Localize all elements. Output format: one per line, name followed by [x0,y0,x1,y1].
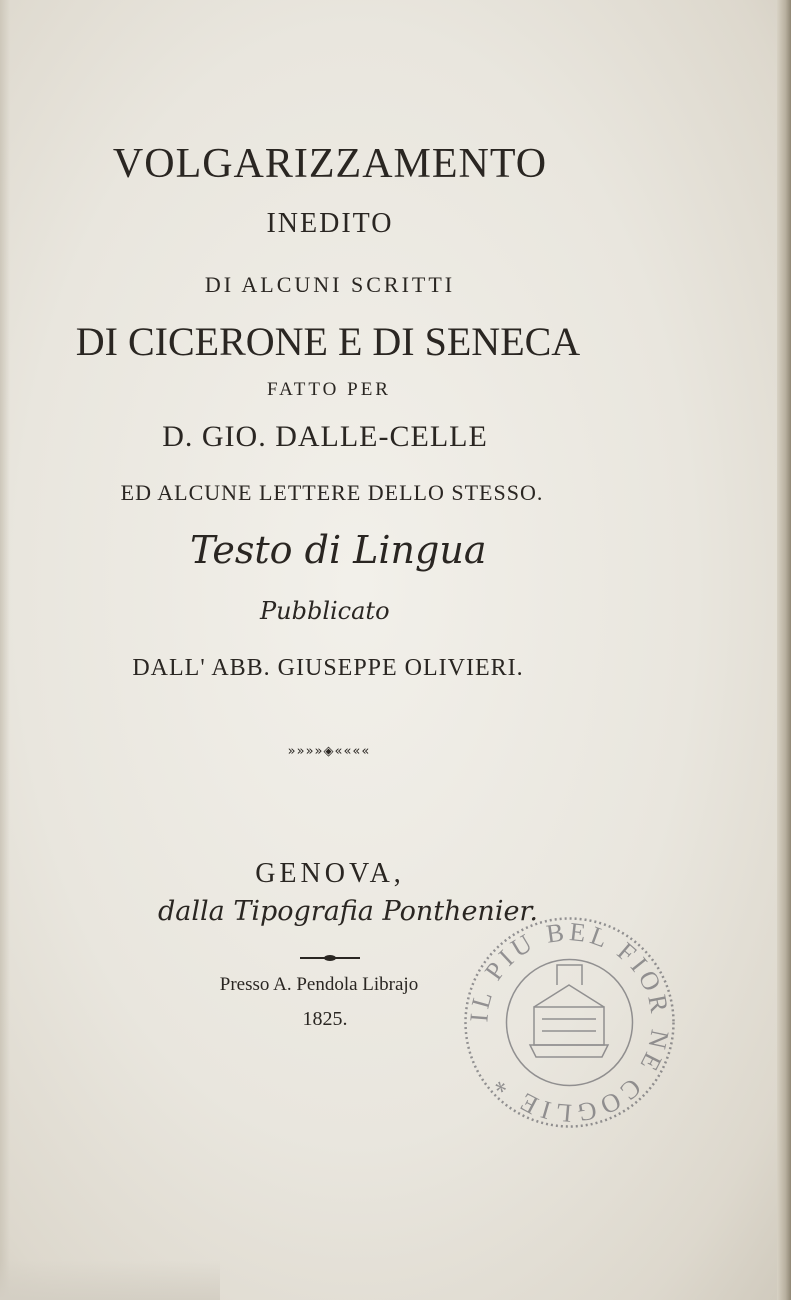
imprint-year: 1825. [302,1008,348,1030]
editor-name: DALL' ABB. GIUSEPPE OLIVIERI. [132,655,524,681]
subtitle-inedito: INEDITO [266,208,394,239]
stamp-text: IL PIU BEL FIOR NE COGLIE * [464,917,675,1128]
library-stamp [462,915,677,1130]
imprint-city: GENOVA, [255,858,405,889]
imprint-bookseller: Presso A. Pendola Librajo [219,974,419,995]
subtitle-scritti: DI ALCUNI SCRITTI [204,272,456,297]
translator-intro: FATTO PER [267,379,391,400]
page-wear [0,1260,220,1300]
letters-line: ED ALCUNE LETTERE DELLO STESSO. [120,480,544,505]
testo-di-lingua: Testo di Lingua [190,528,487,572]
page-edge [777,0,791,1300]
translator-name: D. GIO. DALLE-CELLE [162,420,488,453]
pubblicato: Pubblicato [260,597,390,625]
subtitle-authors: DI CICERONE E DI SENECA [75,319,581,364]
ornament-divider: »»»»◈«««« [287,744,371,759]
page-shadow [0,0,10,1300]
main-title: VOLGARIZZAMENTO [112,141,548,187]
imprint-printer: dalla Tipografia Ponthenier. [158,896,538,927]
stamp-emblem [530,965,608,1057]
imprint-rule [300,957,360,959]
